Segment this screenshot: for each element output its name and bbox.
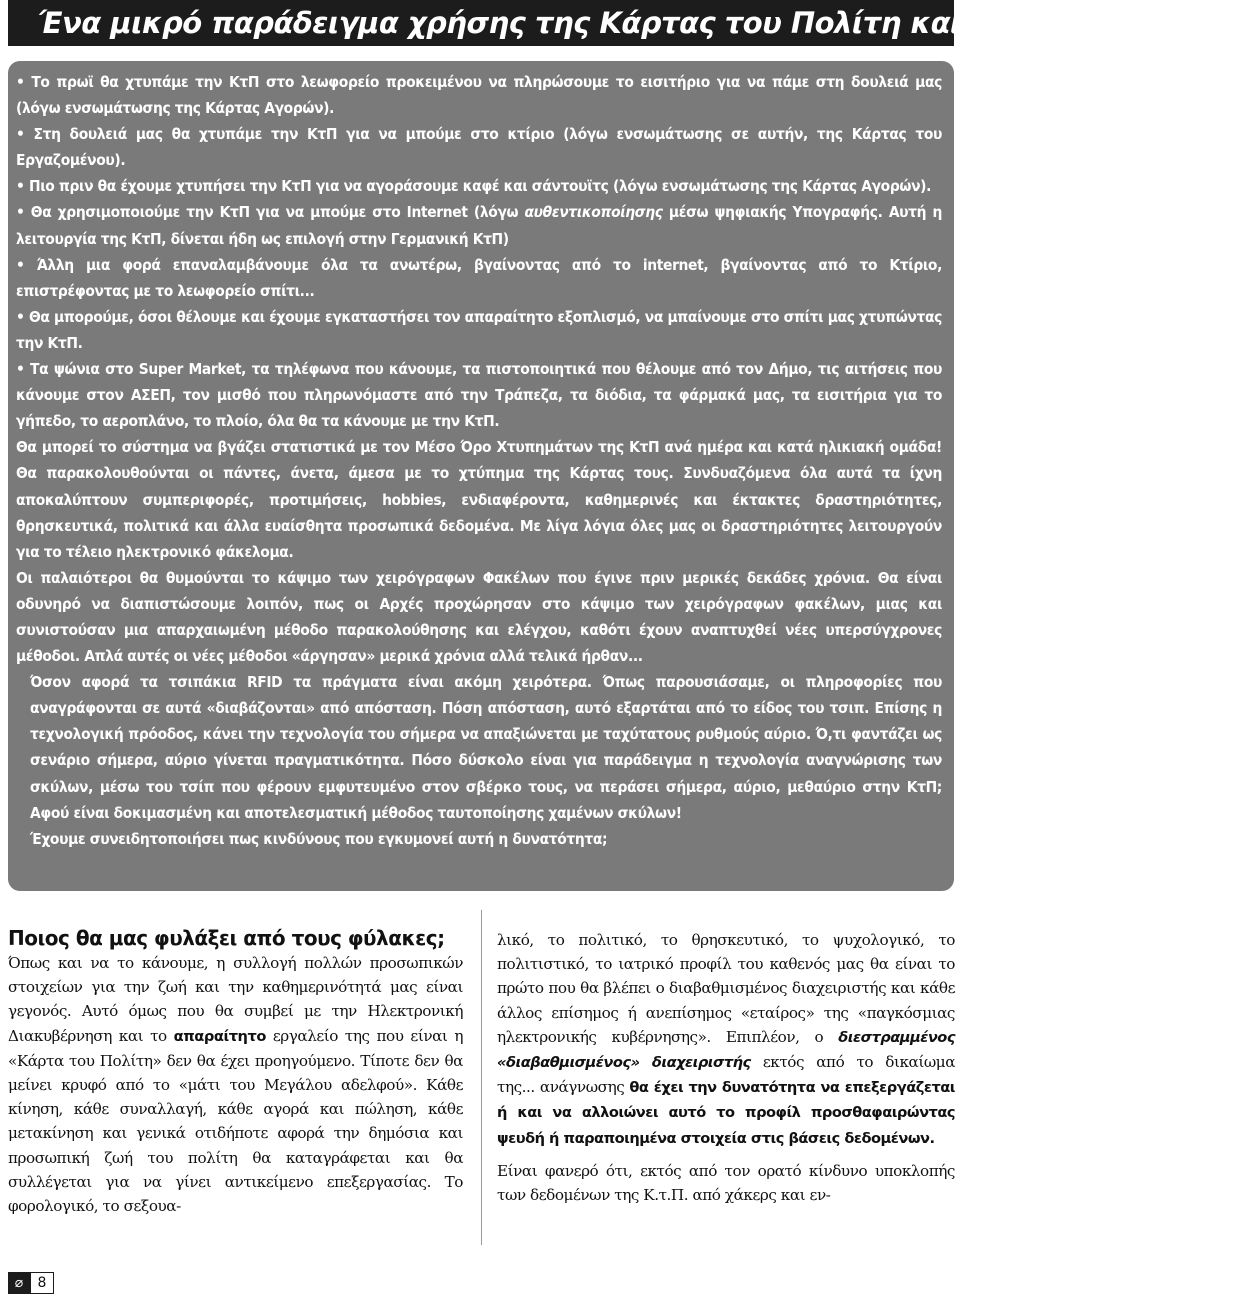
bullet-bus: • Το πρωϊ θα χτυπάμε την ΚτΠ στο λεωφορείο προκειμένου να πληρώσουμε το εισιτήριο για να πάμε στη δουλειά μας (λόγω ενσωμάτωσης της Κάρτας Αγορών). <box>16 73 942 118</box>
page-title: Ένα μικρό παράδειγμα χρήσης της Κάρτας του Πολίτη και οι συνέπειες της… <box>8 0 954 46</box>
bullet-home: • Θα μπορούμε, όσοι θέλουμε και έχουμε εγκαταστήσει τον απαραίτητο εξοπλισμό, να μπαίνουμε στο σπίτι μας χτυπώντας την ΚτΠ. <box>16 307 942 352</box>
column-divider <box>481 910 482 1245</box>
bullet-internet-b: μέσω ψηφιακής Υπογραφής. Αυτή η λειτουργία της ΚτΠ, δίνεται ήδη ως επιλογή στην Γερμανική ΚτΠ) <box>16 203 942 248</box>
left-paragraph <box>8 951 463 1218</box>
bullet-shopping: • Τα ψώνια στο Super Market, τα τηλέφωνα που κάνουμε, τα πιστοποιητικά που θέλουμε από τον Δήμο, τις αιτήσεις που κάνουμε στον ΑΣΕΠ, τον μισθό που πληρωνόμαστε από την Τράπεζα, τα διόδια, τα φάρμακά μας, τα εισιτήρια για το γήπεδο, το αεροπλάνο, το πλοίο, όλα θα τα κάνουμε με την ΚτΠ. <box>16 360 942 431</box>
footer-mark-icon: ⌀ <box>8 1272 30 1294</box>
paragraph-question: Έχουμε συνειδητοποιήσει πως κινδύνους που εγκυμονεί αυτή η δυνατότητα; <box>30 829 608 848</box>
left-text-bold: απαραίτητο <box>173 1027 266 1045</box>
bullet-repeat: • Άλλη μια φορά επαναλαμβάνουμε όλα τα ανωτέρω, βγαίνοντας από το internet, βγαίνοντας από το Κτίριο, επιστρέφοντας με το λεωφορείο σπίτι... <box>16 255 942 300</box>
paragraph-files: Οι παλαιότεροι θα θυμούνται το κάψιμο των χειρόγραφων Φακέλων που έγινε πριν μερικές δεκάδες χρόνια. Θα είναι οδυνηρό να διαπιστώσουμε λοιπόν, πως οι Αρχές προχώρησαν στο κάψιμο των χειρόγραφων φακέλων, μιας και συνιστούσαν μια απαρχαιωμένη μέθοδο παρακολούθησης και ελέγχου, καθότι έχουν αναπτυχθεί νέες υπερσύγχρονες μέθοδοι. Απλά αυτές οι νέες μέθοδοι «άργησαν» μερικά χρόνια αλλά τελικά ήρθαν... <box>16 568 942 666</box>
paragraph-rfid: Όσον αφορά τα τσιπάκια RFID τα πράγματα είναι ακόμη χειρότερα. Όπως παρουσιάσαμε, οι πληροφορίες που αναγράφονται σε αυτά «διαβάζονται» από απόσταση. Πόση απόσταση, αυτό εξαρτάται από το είδος του τσιπ. Επίσης η τεχνολογική πρόοδος, κάνει την τεχνολογία του σήμερα να απαξιώνεται με ταχύτατους ρυθμούς αύριο. Ό,τι φαντάζει ως σενάριο σήμερα, αύριο γίνεται πραγματικότητα. Πόσο δύσκολο είναι για παράδειγμα η τεχνολογία αναγνώρισης των σκύλων, μέσω του τσίπ που φέρουν εμφυτευμένο στον σβέρκο τους, να περάσει σήμερα, αύριο, μεθαύριο στην ΚτΠ; Αφού είναι δοκιμασμένη και αποτελεσματική μέθοδος ταυτοποίησης χαμένων σκύλων! <box>30 673 942 822</box>
bullet-internet-a: • Θα χρησιμοποιούμε την ΚτΠ για να μπούμε στο Internet (λόγω <box>16 203 525 222</box>
example-box <box>8 61 954 891</box>
left-text-a: Όπως και να το κάνουμε, η συλλογή πολλών προσωπικών στοιχείων για την ζωή και την καθημερινότητά μας είναι γεγονός. Αυτό όμως που θα συμβεί με την Ηλεκτρονική Διακυβέρνηση και το <box>8 954 463 1045</box>
right-text-bold: θα έχει την δυνατότητα να επεξεργάζεται ή και να αλλοιώνει αυτό το προφίλ προσθαφαιρώντας ψευδή ή παραποιημένα στοιχεία στις βάσεις δεδομένων. <box>497 1079 955 1147</box>
right-text-b: εκτός από το δικαίωμα της... ανάγνωσης <box>497 1053 955 1097</box>
right-paragraph-2: Είναι φανερό ότι, εκτός από τον ορατό κίνδυνο υποκλοπής των δεδομένων της Κ.τ.Π. από χάκερς και εν- <box>497 1161 955 1205</box>
right-text-bold-italic: διεστραμμένος «διαβαθμισμένος» διαχειριστής <box>497 1028 955 1072</box>
right-column <box>497 928 955 1207</box>
page-footer <box>8 1272 54 1294</box>
right-text-a: λικό, το πολιτικό, το θρησκευτικό, το ψυχολογικό, το πολιτιστικό, το ιατρικό προφίλ του καθενός μας θα είναι το πρώτο που θα βλέπει ο διαβαθμισμένος διαχειριστής και κάθε άλλος επίσημος ή ανεπίσημος «εταίρος» της «παγκόσμιας ηλεκτρονικής κυβέρνησης». Επιπλέον, ο <box>497 931 955 1046</box>
bullet-internet-em: αυθεντικοποίησης <box>524 203 663 222</box>
paragraph-statistics: Θα μπορεί το σύστημα να βγάζει στατιστικά με τον Μέσο Όρο Χτυπημάτων της ΚτΠ ανά ημέρα και κατά ηλικιακή ομάδα! Θα παρακολουθούνται οι πάντες, άνετα, άμεσα με το χτύπημα της Κάρτας τους. Συνδυαζόμενα όλα αυτά τα ίχνη αποκαλύπτουν συμπεριφορές, προτιμήσεις, hobbies, ενδιαφέροντα, καθημερινές και έκτακτες δραστηριότητες, θρησκευτικά, πολιτικά και άλλα ευαίσθητα προσωπικά δεδομένα. Με λίγα λόγια όλες μας οι δραστηριότητες λειτουργούν για το τέλειο ηλεκτρονικό φάκελομα. <box>16 438 942 561</box>
page-number: 8 <box>30 1272 54 1294</box>
right-paragraph <box>497 928 955 1151</box>
bullet-work: • Στη δουλειά μας θα χτυπάμε την ΚτΠ για να μπούμε στο κτίριο (λόγω ενσωμάτωσης σε αυτήν, της Κάρτας του Εργαζομένου). <box>16 125 942 170</box>
left-column <box>8 925 463 1218</box>
left-text-b: εργαλείο της που είναι η «Κάρτα του Πολίτη» δεν θα έχει προηγούμενο. Τίποτε δεν θα μείνει κρυφό από το «μάτι του Μεγάλου αδελφού». Κάθε κίνηση, κάθε συναλλαγή, κάθε αγορά και πώληση, κάθε μετακίνηση και γενικά οτιδήποτε αφορά την δημόσια και προσωπική ζωή του πολίτη θα καταγράφεται και θα συλλέγεται για να γίνει αντικείμενο επεξεργασίας. Το φορολογικό, το σεξουα- <box>8 1026 463 1216</box>
bullet-coffee: • Πιο πριν θα έχουμε χτυπήσει την ΚτΠ για να αγοράσουμε καφέ και σάντουϊτς (λόγω ενσωμάτωσης της Κάρτας Αγορών). <box>16 177 932 196</box>
bullet-internet <box>16 199 942 251</box>
section-heading: Ποιος θα μας φυλάξει από τους φύλακες; <box>8 926 445 950</box>
